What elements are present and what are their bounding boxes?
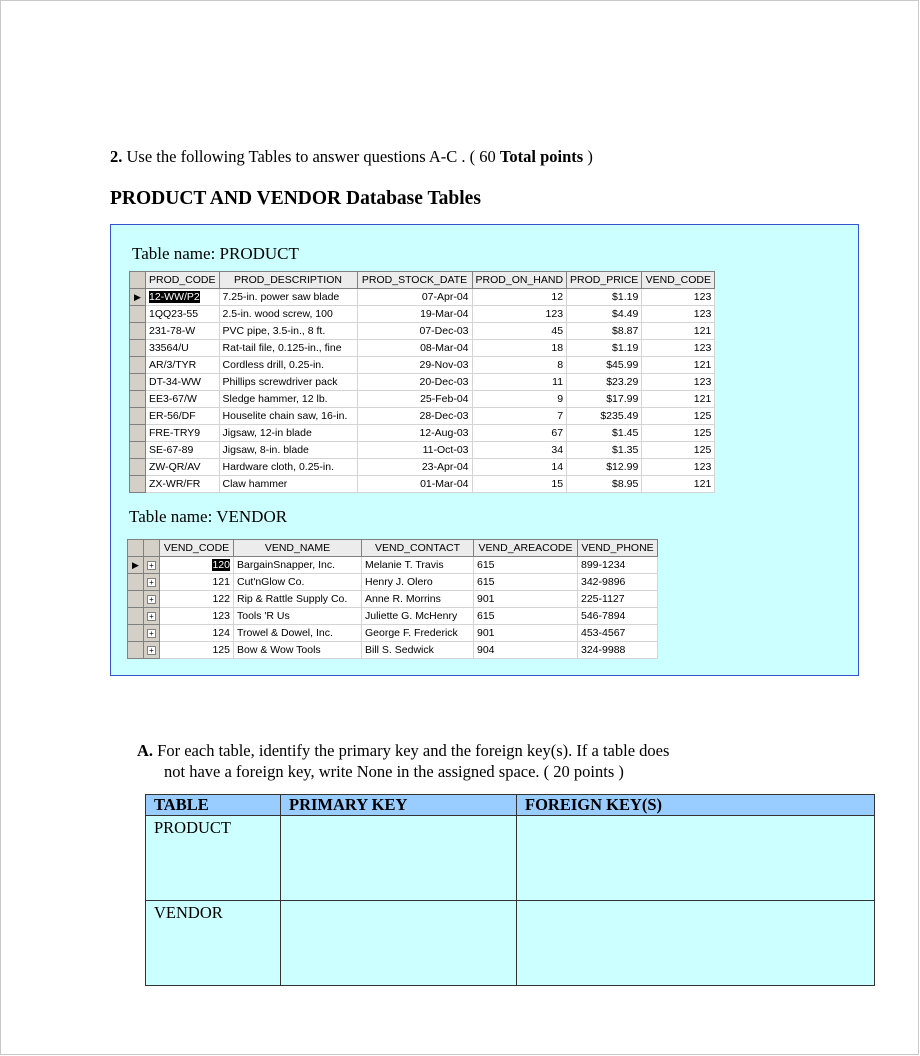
product-cell-value: Jigsaw, 8-in. blade <box>222 444 309 456</box>
vendor-cell-value: 324-9988 <box>581 644 626 656</box>
row-selector[interactable] <box>130 306 146 323</box>
row-selector[interactable] <box>128 591 144 608</box>
vendor-cell[interactable] <box>362 557 474 574</box>
product-table-label: Table name: PRODUCT <box>132 244 299 263</box>
product-cell[interactable] <box>146 289 220 306</box>
product-cell[interactable] <box>219 408 357 425</box>
product-cell[interactable] <box>219 374 357 391</box>
product-cell[interactable] <box>567 391 642 408</box>
vendor-cell[interactable] <box>160 591 234 608</box>
vendor-cell-value: 615 <box>477 576 495 588</box>
row-selector[interactable] <box>128 557 144 574</box>
vendor-cell-value: 342-9896 <box>581 576 626 588</box>
product-cell-value: 121 <box>693 393 712 405</box>
vendor-cell-value: Henry J. Olero <box>365 576 433 588</box>
product-cell-value: 01-Mar-04 <box>420 478 469 490</box>
expand-plus-icon[interactable]: + <box>147 561 156 570</box>
vendor-cell-value: 124 <box>212 627 230 639</box>
question-close: ) <box>583 147 593 166</box>
product-cell[interactable] <box>642 340 715 357</box>
product-cell-value: 2.5-in. wood screw, 100 <box>222 308 333 320</box>
vendor-cell-value: 121 <box>212 576 230 588</box>
product-table-row[interactable] <box>130 408 715 425</box>
product-cell-value: 07-Apr-04 <box>421 291 469 303</box>
vendor-cell[interactable] <box>160 642 234 659</box>
vendor-cell[interactable] <box>362 625 474 642</box>
product-cell[interactable] <box>472 306 567 323</box>
vendor-cell-value: 615 <box>477 559 495 571</box>
vendor-cell[interactable] <box>578 625 658 642</box>
product-cell[interactable] <box>146 374 220 391</box>
vendor-cell-value: 615 <box>477 610 495 622</box>
product-table-row[interactable] <box>130 340 715 357</box>
product-cell[interactable] <box>357 323 472 340</box>
product-cell[interactable] <box>146 357 220 374</box>
product-cell-value: PVC pipe, 3.5-in., 8 ft. <box>222 325 326 337</box>
product-cell[interactable] <box>567 289 642 306</box>
expand-plus-icon[interactable]: + <box>147 578 156 587</box>
product-cell[interactable] <box>146 425 220 442</box>
vendor-table <box>127 539 658 659</box>
product-cell[interactable] <box>146 391 220 408</box>
product-cell-value: 33564/U <box>149 342 189 354</box>
answer-header-foreign-keys: FOREIGN KEY(S) <box>517 795 875 816</box>
product-cell-value: $17.99 <box>606 393 639 405</box>
product-cell[interactable] <box>357 459 472 476</box>
row-selector[interactable] <box>128 574 144 591</box>
product-cell-value: $235.49 <box>600 410 639 422</box>
vendor-cell[interactable] <box>234 557 362 574</box>
expand-column-header <box>144 540 160 557</box>
product-cell-value: 20-Dec-03 <box>419 376 469 388</box>
product-cell-value: 125 <box>693 444 712 456</box>
product-cell[interactable] <box>219 323 357 340</box>
product-column-header[interactable]: PROD_PRICE <box>567 272 642 289</box>
part-a-line1: For each table, identify the primary key and the foreign key(s). If a table does <box>153 741 670 760</box>
expand-plus-icon[interactable]: + <box>147 595 156 604</box>
vendor-cell[interactable] <box>234 608 362 625</box>
row-selector[interactable] <box>130 459 146 476</box>
product-cell-value: 11-Oct-03 <box>422 444 469 456</box>
question-number: 2. <box>110 147 123 166</box>
vendor-cell[interactable] <box>474 591 578 608</box>
product-cell-value: $1.19 <box>612 342 639 354</box>
product-cell-value: Phillips screwdriver pack <box>222 376 338 388</box>
product-cell[interactable] <box>472 408 567 425</box>
expand-toggle[interactable] <box>144 591 160 608</box>
product-table <box>129 271 715 493</box>
product-cell[interactable] <box>146 340 220 357</box>
vendor-cell-value: Melanie T. Travis <box>365 559 444 571</box>
product-cell[interactable] <box>219 476 357 493</box>
vendor-cell-value: 453-4567 <box>581 627 626 639</box>
product-cell[interactable] <box>472 357 567 374</box>
vendor-table-row[interactable] <box>128 625 658 642</box>
product-cell[interactable] <box>642 391 715 408</box>
product-cell-value: 23-Apr-04 <box>421 461 469 473</box>
product-cell[interactable] <box>567 323 642 340</box>
product-cell-value: SE-67-89 <box>149 444 194 456</box>
vendor-cell[interactable] <box>234 642 362 659</box>
vendor-column-header[interactable]: VEND_NAME <box>234 540 362 557</box>
product-cell[interactable] <box>642 357 715 374</box>
expand-toggle[interactable] <box>144 642 160 659</box>
product-cell[interactable] <box>146 408 220 425</box>
product-cell[interactable] <box>472 391 567 408</box>
foreign-key-answer-cell[interactable] <box>517 901 875 986</box>
row-selector[interactable] <box>130 442 146 459</box>
vendor-cell-value: 125 <box>212 644 230 656</box>
product-cell[interactable] <box>219 442 357 459</box>
product-cell[interactable] <box>357 289 472 306</box>
vendor-cell-value: 899-1234 <box>581 559 626 571</box>
row-selector[interactable] <box>130 476 146 493</box>
product-cell-value: Hardware cloth, 0.25-in. <box>222 461 334 473</box>
answer-table <box>145 794 875 986</box>
vendor-cell[interactable] <box>234 591 362 608</box>
product-cell[interactable] <box>219 289 357 306</box>
product-cell-value: 11 <box>552 376 564 388</box>
vendor-cell[interactable] <box>578 642 658 659</box>
product-table-row[interactable] <box>130 289 715 306</box>
vendor-cell[interactable] <box>362 642 474 659</box>
row-selector[interactable] <box>128 642 144 659</box>
vendor-cell-value: 120 <box>212 559 230 571</box>
product-cell[interactable] <box>472 374 567 391</box>
vendor-cell[interactable] <box>474 642 578 659</box>
product-cell[interactable] <box>472 289 567 306</box>
row-selector[interactable] <box>130 289 146 306</box>
row-selector[interactable] <box>128 608 144 625</box>
product-cell[interactable] <box>357 374 472 391</box>
vendor-cell-value: 225-1127 <box>581 593 625 605</box>
row-selector[interactable] <box>130 323 146 340</box>
product-table-row[interactable] <box>130 459 715 476</box>
product-cell[interactable] <box>472 442 567 459</box>
vendor-cell[interactable] <box>362 591 474 608</box>
product-cell[interactable] <box>357 425 472 442</box>
expand-plus-icon[interactable]: + <box>147 612 156 621</box>
product-cell[interactable] <box>146 459 220 476</box>
product-cell[interactable] <box>642 323 715 340</box>
section-heading: PRODUCT AND VENDOR Database Tables <box>110 188 481 209</box>
product-cell[interactable] <box>642 476 715 493</box>
vendor-cell-value: Trowel & Dowel, Inc. <box>237 627 333 639</box>
tables-panel <box>110 224 859 676</box>
vendor-cell-value: Juliette G. McHenry <box>365 610 458 622</box>
product-cell[interactable] <box>567 306 642 323</box>
current-record-arrow-icon: ▶ <box>134 292 141 302</box>
product-cell[interactable] <box>357 476 472 493</box>
product-column-header[interactable]: PROD_ON_HAND <box>472 272 567 289</box>
vendor-cell[interactable] <box>362 574 474 591</box>
vendor-cell[interactable] <box>474 608 578 625</box>
primary-key-answer-cell[interactable] <box>281 816 517 901</box>
vendor-cell[interactable] <box>578 557 658 574</box>
vendor-cell-value: BargainSnapper, Inc. <box>237 559 336 571</box>
row-selector[interactable] <box>130 374 146 391</box>
product-cell[interactable] <box>357 408 472 425</box>
vendor-cell[interactable] <box>160 625 234 642</box>
product-cell[interactable] <box>642 289 715 306</box>
expand-toggle[interactable] <box>144 574 160 591</box>
product-cell-value: $12.99 <box>606 461 639 473</box>
vendor-cell-value: Anne R. Morrins <box>365 593 441 605</box>
vendor-cell-value: Bow & Wow Tools <box>237 644 321 656</box>
product-column-header[interactable]: PROD_DESCRIPTION <box>219 272 357 289</box>
product-cell[interactable] <box>357 306 472 323</box>
vendor-column-header[interactable]: VEND_AREACODE <box>474 540 578 557</box>
part-a-instructions <box>137 740 757 782</box>
vendor-cell[interactable] <box>362 608 474 625</box>
product-cell-value: 25-Feb-04 <box>420 393 469 405</box>
product-cell-value: 123 <box>693 461 712 473</box>
product-cell-value: Jigsaw, 12-in blade <box>222 427 312 439</box>
product-cell[interactable] <box>472 425 567 442</box>
product-cell-value: Sledge hammer, 12 lb. <box>222 393 328 405</box>
question-points: Total points <box>499 147 584 166</box>
product-cell[interactable] <box>146 306 220 323</box>
product-cell-value: 07-Dec-03 <box>419 325 469 337</box>
product-cell-value: 8 <box>557 359 564 371</box>
expand-toggle[interactable] <box>144 625 160 642</box>
product-column-header[interactable]: VEND_CODE <box>642 272 715 289</box>
product-cell[interactable] <box>357 357 472 374</box>
product-cell-value: 121 <box>693 478 712 490</box>
product-cell[interactable] <box>219 357 357 374</box>
product-cell[interactable] <box>472 476 567 493</box>
row-selector[interactable] <box>130 408 146 425</box>
vendor-cell[interactable] <box>234 625 362 642</box>
row-selector[interactable] <box>130 391 146 408</box>
product-cell[interactable] <box>357 442 472 459</box>
product-cell-value: $1.45 <box>612 427 639 439</box>
product-cell-value: 12-WW/P2 <box>149 291 200 303</box>
product-cell[interactable] <box>567 442 642 459</box>
product-cell[interactable] <box>642 425 715 442</box>
product-table-row[interactable] <box>130 323 715 340</box>
vendor-table-row[interactable] <box>128 557 658 574</box>
part-a-line2: not have a foreign key, write None in the assigned space. ( 20 points ) <box>164 762 624 781</box>
product-cell-value: 28-Dec-03 <box>419 410 469 422</box>
product-cell[interactable] <box>567 459 642 476</box>
product-cell-value: Rat-tail file, 0.125-in., fine <box>222 342 342 354</box>
product-cell-value: ER-56/DF <box>149 410 196 422</box>
vendor-table-row[interactable] <box>128 591 658 608</box>
product-cell-value: 125 <box>693 427 712 439</box>
vendor-column-header[interactable]: VEND_CODE <box>160 540 234 557</box>
product-cell[interactable] <box>642 374 715 391</box>
product-cell-value: 29-Nov-03 <box>419 359 469 371</box>
vendor-cell[interactable] <box>474 574 578 591</box>
vendor-cell[interactable] <box>160 608 234 625</box>
vendor-cell[interactable] <box>160 574 234 591</box>
product-cell-value: 15 <box>551 478 564 490</box>
product-cell[interactable] <box>567 374 642 391</box>
foreign-key-answer-cell[interactable] <box>517 816 875 901</box>
vendor-cell-value: 546-7894 <box>581 610 626 622</box>
product-cell[interactable] <box>567 357 642 374</box>
product-cell[interactable] <box>567 476 642 493</box>
vendor-cell-value: 901 <box>477 627 495 639</box>
product-cell-value: 18 <box>551 342 564 354</box>
product-cell-value: $8.87 <box>612 325 639 337</box>
product-cell-value: 12 <box>551 291 564 303</box>
product-cell[interactable] <box>146 476 220 493</box>
product-cell[interactable] <box>567 425 642 442</box>
vendor-table-row[interactable] <box>128 642 658 659</box>
answer-row-label: PRODUCT <box>146 816 281 901</box>
product-cell-value: 231-78-W <box>149 325 196 337</box>
product-cell[interactable] <box>642 306 715 323</box>
product-column-header[interactable]: PROD_STOCK_DATE <box>357 272 472 289</box>
vendor-cell[interactable] <box>474 625 578 642</box>
product-cell-value: EE3-67/W <box>149 393 197 405</box>
product-table-row[interactable] <box>130 374 715 391</box>
product-cell[interactable] <box>146 323 220 340</box>
product-cell-value: 123 <box>693 291 712 303</box>
product-table-row[interactable] <box>130 306 715 323</box>
product-cell-value: Houselite chain saw, 16-in. <box>222 410 348 422</box>
product-cell-value: 123 <box>693 342 712 354</box>
product-cell-value: 19-Mar-04 <box>420 308 469 320</box>
vendor-table-row[interactable] <box>128 608 658 625</box>
answer-row-label: VENDOR <box>146 901 281 986</box>
question-line <box>110 147 593 167</box>
answer-header-primary-key: PRIMARY KEY <box>281 795 517 816</box>
product-cell-value: 34 <box>551 444 564 456</box>
product-table-row[interactable] <box>130 391 715 408</box>
product-cell-value: 123 <box>693 376 712 388</box>
product-cell-value: 7 <box>557 410 564 422</box>
product-cell-value: ZW-QR/AV <box>149 461 201 473</box>
product-cell[interactable] <box>472 459 567 476</box>
product-cell[interactable] <box>146 442 220 459</box>
product-cell[interactable] <box>219 459 357 476</box>
vendor-cell-value: Cut'nGlow Co. <box>237 576 305 588</box>
product-cell[interactable] <box>472 323 567 340</box>
expand-toggle[interactable] <box>144 608 160 625</box>
vendor-cell-value: Bill S. Sedwick <box>365 644 434 656</box>
product-cell[interactable] <box>357 391 472 408</box>
part-a-label: A. <box>137 741 154 760</box>
product-cell-value: 125 <box>693 410 712 422</box>
product-cell-value: $1.19 <box>612 291 639 303</box>
product-cell[interactable] <box>472 340 567 357</box>
vendor-table-row[interactable] <box>128 574 658 591</box>
product-cell-value: 45 <box>551 325 564 337</box>
product-cell-value: 08-Mar-04 <box>420 342 469 354</box>
product-cell[interactable] <box>219 340 357 357</box>
row-selector[interactable] <box>128 625 144 642</box>
product-cell-value: 123 <box>693 308 712 320</box>
vendor-column-header[interactable]: VEND_PHONE <box>578 540 658 557</box>
row-selector[interactable] <box>130 357 146 374</box>
product-cell[interactable] <box>357 340 472 357</box>
product-table-row[interactable] <box>130 425 715 442</box>
row-selector-header <box>130 272 146 289</box>
product-cell-value: 121 <box>693 359 712 371</box>
product-table-row[interactable] <box>130 442 715 459</box>
product-cell-value: DT-34-WW <box>149 376 201 388</box>
product-cell-value: $4.49 <box>612 308 639 320</box>
vendor-cell-value: George F. Frederick <box>365 627 458 639</box>
product-cell-value: $1.35 <box>612 444 639 456</box>
product-cell-value: 12-Aug-03 <box>419 427 469 439</box>
row-selector[interactable] <box>130 425 146 442</box>
vendor-cell-value: 901 <box>477 593 495 605</box>
product-table-row[interactable] <box>130 476 715 493</box>
product-cell-value: Claw hammer <box>222 478 288 490</box>
expand-plus-icon[interactable]: + <box>147 629 156 638</box>
product-cell-value: ZX-WR/FR <box>149 478 201 490</box>
product-table-row[interactable] <box>130 357 715 374</box>
vendor-cell[interactable] <box>578 574 658 591</box>
vendor-cell-value: 123 <box>212 610 230 622</box>
product-cell[interactable] <box>567 340 642 357</box>
vendor-cell[interactable] <box>234 574 362 591</box>
vendor-cell[interactable] <box>578 591 658 608</box>
current-record-arrow-icon: ▶ <box>132 560 139 570</box>
product-cell[interactable] <box>219 425 357 442</box>
primary-key-answer-cell[interactable] <box>281 901 517 986</box>
question-text: Use the following Tables to answer questions A-C . ( 60 <box>122 147 500 166</box>
product-cell[interactable] <box>219 306 357 323</box>
product-cell-value: $45.99 <box>606 359 639 371</box>
row-selector[interactable] <box>130 340 146 357</box>
product-cell-value: AR/3/TYR <box>149 359 197 371</box>
vendor-cell-value: 122 <box>212 593 230 605</box>
product-cell[interactable] <box>567 408 642 425</box>
vendor-cell[interactable] <box>578 608 658 625</box>
product-cell[interactable] <box>642 459 715 476</box>
product-cell-value: 123 <box>545 308 564 320</box>
vendor-cell-value: 904 <box>477 644 495 656</box>
vendor-cell[interactable] <box>474 557 578 574</box>
product-cell-value: 7.25-in. power saw blade <box>222 291 340 303</box>
product-cell-value: FRE-TRY9 <box>149 427 201 439</box>
product-column-header[interactable]: PROD_CODE <box>146 272 220 289</box>
product-cell-value: $8.95 <box>612 478 639 490</box>
vendor-cell-value: Rip & Rattle Supply Co. <box>237 593 348 605</box>
product-cell[interactable] <box>642 442 715 459</box>
product-cell-value: $23.29 <box>606 376 639 388</box>
product-cell-value: 9 <box>557 393 564 405</box>
vendor-cell[interactable] <box>160 557 234 574</box>
product-cell[interactable] <box>219 391 357 408</box>
row-selector-header <box>128 540 144 557</box>
product-cell-value: 14 <box>551 461 564 473</box>
product-cell-value: Cordless drill, 0.25-in. <box>222 359 325 371</box>
product-cell-value: 1QQ23-55 <box>149 308 199 320</box>
vendor-table-label: Table name: VENDOR <box>129 507 288 526</box>
expand-plus-icon[interactable]: + <box>147 646 156 655</box>
vendor-column-header[interactable]: VEND_CONTACT <box>362 540 474 557</box>
expand-toggle[interactable] <box>144 557 160 574</box>
product-cell[interactable] <box>642 408 715 425</box>
vendor-cell-value: Tools 'R Us <box>237 610 290 622</box>
product-cell-value: 67 <box>551 427 564 439</box>
product-cell-value: 121 <box>693 325 712 337</box>
answer-header-table: TABLE <box>146 795 281 816</box>
